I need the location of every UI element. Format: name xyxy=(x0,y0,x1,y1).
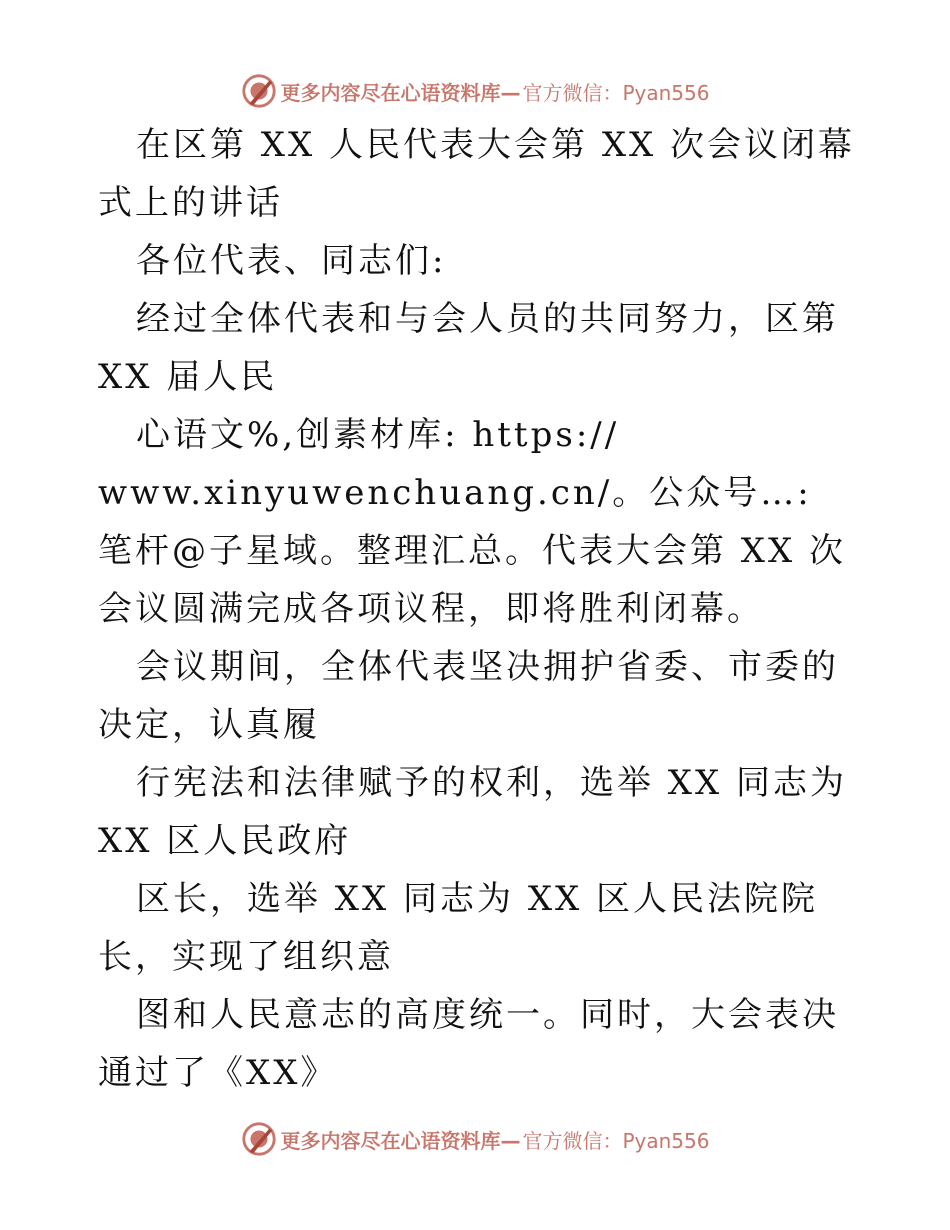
paragraph: 会议期间，全体代表坚决拥护省委、市委的决定，认真履 xyxy=(98,647,839,745)
banner-text: 更多内容尽在心语资料库— 官方微信：Pyan556 xyxy=(280,80,710,105)
salutation: 各位代表、同志们: xyxy=(136,241,447,281)
paragraph: 行宪法和法律赋予的权利，选举 XX 同志为 XX 区人民政府 xyxy=(98,763,848,861)
document-body xyxy=(98,116,858,1102)
header-banner xyxy=(0,71,950,111)
banner-text: 更多内容尽在心语资料库— 官方微信：Pyan556 xyxy=(280,1128,710,1153)
quill-logo-icon xyxy=(240,1120,278,1158)
wechat-id: 官方微信：Pyan556 xyxy=(522,80,710,105)
footer-banner xyxy=(0,1119,950,1159)
paragraph: 心语文%,创素材库: https:// xyxy=(136,415,620,455)
paragraph: www.xinyuwenchuang.cn/。公众号…: 笔杆@子星域。整理汇总。代表大会第 XX 次会议圆满完成各项议程，即将胜利闭幕。 xyxy=(98,473,847,629)
paragraph: 区长，选举 XX 同志为 XX 区人民法院院长，实现了组织意 xyxy=(98,879,819,977)
wechat-id: 官方微信：Pyan556 xyxy=(522,1128,710,1153)
paragraph: 图和人民意志的高度统一。同时，大会表决通过了《XX》 xyxy=(98,995,839,1093)
paragraph: 经过全体代表和与会人员的共同努力，区第 XX 届人民 xyxy=(98,299,839,397)
quill-logo-icon xyxy=(240,72,278,110)
document-title: 在区第 XX 人民代表大会第 XX 次会议闭幕式上的讲话 xyxy=(98,125,856,223)
